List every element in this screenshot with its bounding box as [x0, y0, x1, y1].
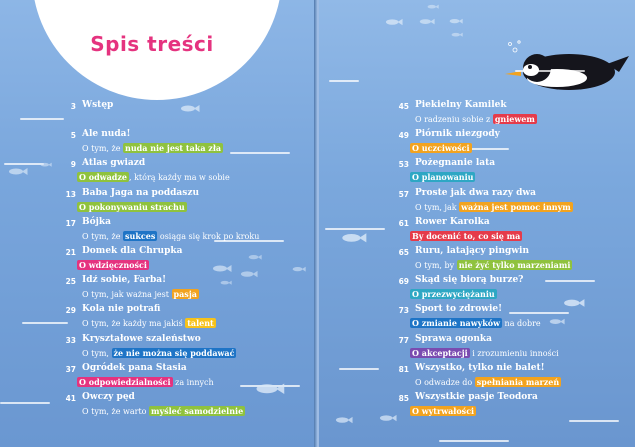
fish-icon: [385, 18, 403, 26]
highlighted-value: pasja: [173, 289, 197, 300]
fish-icon: [341, 232, 367, 244]
toc-entry[interactable]: [58, 217, 298, 245]
toc-entry[interactable]: [391, 334, 631, 362]
toc-entry[interactable]: [58, 129, 298, 157]
story-title: Proste jak dwa razy dwa: [415, 187, 536, 198]
highlighted-value: O wdzięczności: [79, 260, 147, 270]
water-line: [515, 70, 585, 72]
fish-icon: [40, 162, 52, 167]
page-number: 45: [398, 102, 409, 111]
story-lesson: [82, 406, 245, 417]
story-lesson: [77, 172, 230, 183]
story-title: Wszystko, tylko nie balet!: [415, 362, 545, 373]
toc-entry[interactable]: [58, 100, 298, 128]
highlighted-value: O uczciwości: [412, 143, 470, 154]
story-lesson: [77, 377, 214, 388]
water-line: [569, 420, 619, 422]
left-page: [0, 0, 316, 447]
story-lesson: [410, 143, 472, 154]
story-title: Skąd się biorą burze?: [415, 275, 524, 286]
story-lesson: [82, 143, 223, 154]
fish-icon: [427, 4, 439, 9]
page-number: 37: [65, 364, 76, 374]
page-number: 17: [65, 218, 76, 228]
toc-entry[interactable]: [391, 129, 631, 157]
story-lesson: [410, 289, 497, 300]
fish-icon: [8, 167, 28, 176]
story-title: Kryształowe szaleństwo: [82, 333, 201, 344]
highlighted-value: nuda nie jest taka zła: [125, 143, 222, 154]
story-title: Bójka: [82, 216, 111, 227]
page-number: 81: [398, 364, 409, 374]
story-lesson: [82, 289, 199, 300]
story-title: Rower Karolka: [415, 216, 490, 227]
story-title: Sport to zdrowie!: [415, 304, 503, 315]
lesson-text: O tym, że warto: [82, 407, 150, 416]
toc-entry[interactable]: [391, 304, 631, 332]
highlighted-value: że nie można się poddawać: [113, 347, 235, 358]
story-title: Pożegnanie lata: [415, 158, 496, 169]
highlighted-value: O zmianie nawyków: [412, 318, 501, 329]
toc-entry[interactable]: [391, 188, 631, 216]
story-title: Kola nie potrafi: [82, 304, 161, 315]
toc-entry[interactable]: [391, 246, 631, 274]
highlighted-value: O przezwyciężaniu: [412, 289, 495, 300]
toc-entry[interactable]: [58, 275, 298, 303]
page-number: 25: [65, 277, 76, 287]
story-lesson: [415, 260, 572, 271]
story-title: Wstęp: [82, 100, 114, 110]
page-number: 65: [398, 248, 409, 257]
lesson-text: O tym, by: [415, 261, 457, 270]
story-lesson: [415, 114, 537, 125]
story-lesson: [410, 231, 522, 242]
story-title: Piekielny Kamilek: [415, 100, 507, 110]
highlighted-value: O odwadze: [79, 172, 127, 183]
lesson-text: O tym, jak ważna jest: [82, 290, 172, 300]
right-page: [319, 0, 635, 447]
page-number: 29: [65, 306, 76, 316]
page-number: 9: [70, 160, 76, 170]
highlighted-value: gniewem: [494, 114, 535, 124]
story-title: Ruru, latający pingwin: [415, 246, 530, 256]
fish-icon: [449, 18, 463, 24]
water-line: [0, 402, 50, 404]
toc-entry[interactable]: [58, 363, 298, 391]
highlighted-value: nie żyć tylko marzeniami: [458, 260, 571, 270]
highlighted-value: ważna jest pomoc innym: [461, 201, 571, 212]
story-title: Domek dla Chrupka: [82, 246, 183, 256]
story-lesson: [77, 260, 149, 271]
page-number: 13: [65, 189, 76, 199]
lesson-text: i zrozumieniu inności: [469, 348, 559, 358]
story-lesson: [82, 318, 216, 329]
page-number: 5: [70, 131, 76, 141]
fish-icon: [419, 18, 435, 25]
page-number: 49: [398, 131, 409, 141]
story-lesson: [82, 348, 236, 359]
story-lesson: [82, 231, 259, 242]
water-line: [339, 368, 379, 370]
lesson-text: O radzeniu sobie z: [415, 115, 493, 124]
story-title: Owczy pęd: [82, 392, 135, 402]
toc-entry[interactable]: [58, 188, 298, 216]
page-number: 3: [70, 102, 76, 111]
fish-icon: [451, 32, 463, 37]
toc-entry[interactable]: [391, 217, 631, 245]
toc-entry[interactable]: [391, 158, 631, 186]
highlighted-value: O pokonywaniu strachu: [79, 201, 185, 212]
highlighted-value: O odpowiedzialności: [79, 376, 171, 387]
highlighted-value: By docenić to, co się ma: [412, 230, 521, 241]
lesson-text: za innych: [172, 377, 214, 387]
page-number: 33: [65, 335, 76, 345]
page-number: 73: [398, 306, 409, 316]
page-number: 69: [398, 277, 409, 287]
highlighted-value: O akceptacji: [412, 347, 468, 358]
page-number: 21: [65, 248, 76, 257]
lesson-text: O tym, że: [82, 144, 123, 154]
fish-icon: [335, 416, 353, 424]
page-number: 61: [398, 218, 409, 228]
story-title: Sprawa ogonka: [415, 333, 492, 344]
lesson-text: O tym,: [82, 348, 112, 358]
story-lesson: [410, 348, 559, 359]
story-title: Atlas gwiazd: [82, 158, 146, 169]
story-title: Ale nuda!: [82, 129, 131, 140]
page-number: 41: [65, 394, 76, 403]
toc-entry[interactable]: [391, 275, 631, 303]
lesson-text: na dobre: [502, 319, 541, 329]
lesson-text: O odwadze do: [415, 377, 475, 387]
page-number: 53: [398, 160, 409, 170]
water-line: [329, 80, 359, 82]
highlighted-value: myśleć samodzielnie: [151, 406, 244, 416]
story-title: Wszystkie pasje Teodora: [415, 392, 538, 402]
water-line: [439, 440, 509, 442]
page-title: Spis treści: [90, 32, 214, 56]
water-line: [325, 228, 385, 230]
toc-entry[interactable]: [58, 334, 298, 362]
toc-entry[interactable]: [391, 100, 631, 128]
lesson-text: , którą każdy ma w sobie: [128, 173, 230, 183]
toc-entry[interactable]: [391, 363, 631, 391]
page-number: 57: [398, 189, 409, 199]
story-lesson: [410, 406, 476, 417]
highlighted-value: O planowaniu: [412, 172, 474, 183]
lesson-text: O tym, że: [82, 231, 123, 241]
toc-entry[interactable]: [58, 246, 298, 274]
highlighted-value: O wytrwałości: [412, 406, 475, 416]
story-title: Baba Jaga na poddaszu: [82, 187, 199, 198]
lesson-text: O tym, że każdy ma jakiś: [82, 319, 186, 329]
toc-entry[interactable]: [58, 304, 298, 332]
page-number: 85: [398, 394, 409, 403]
water-line: [4, 163, 44, 165]
toc-entry[interactable]: [58, 392, 298, 420]
story-lesson: [410, 172, 475, 183]
story-title: Idź sobie, Farba!: [82, 275, 167, 286]
page-number: 77: [398, 335, 409, 345]
story-title: Ogródek pana Stasia: [82, 362, 187, 373]
lesson-text: osiąga się krok po kroku: [157, 231, 260, 241]
story-lesson: [415, 377, 561, 388]
story-lesson: [410, 318, 541, 329]
story-lesson: [415, 202, 573, 213]
highlighted-value: sukces: [125, 230, 156, 241]
story-title: Piórnik niezgody: [415, 129, 500, 140]
highlighted-value: spełniania marzeń: [476, 376, 560, 387]
lesson-text: O tym, jak: [415, 202, 460, 212]
story-lesson: [77, 202, 187, 213]
toc-entry[interactable]: [58, 158, 298, 186]
toc-entry[interactable]: [391, 392, 631, 420]
highlighted-value: talent: [187, 318, 214, 329]
